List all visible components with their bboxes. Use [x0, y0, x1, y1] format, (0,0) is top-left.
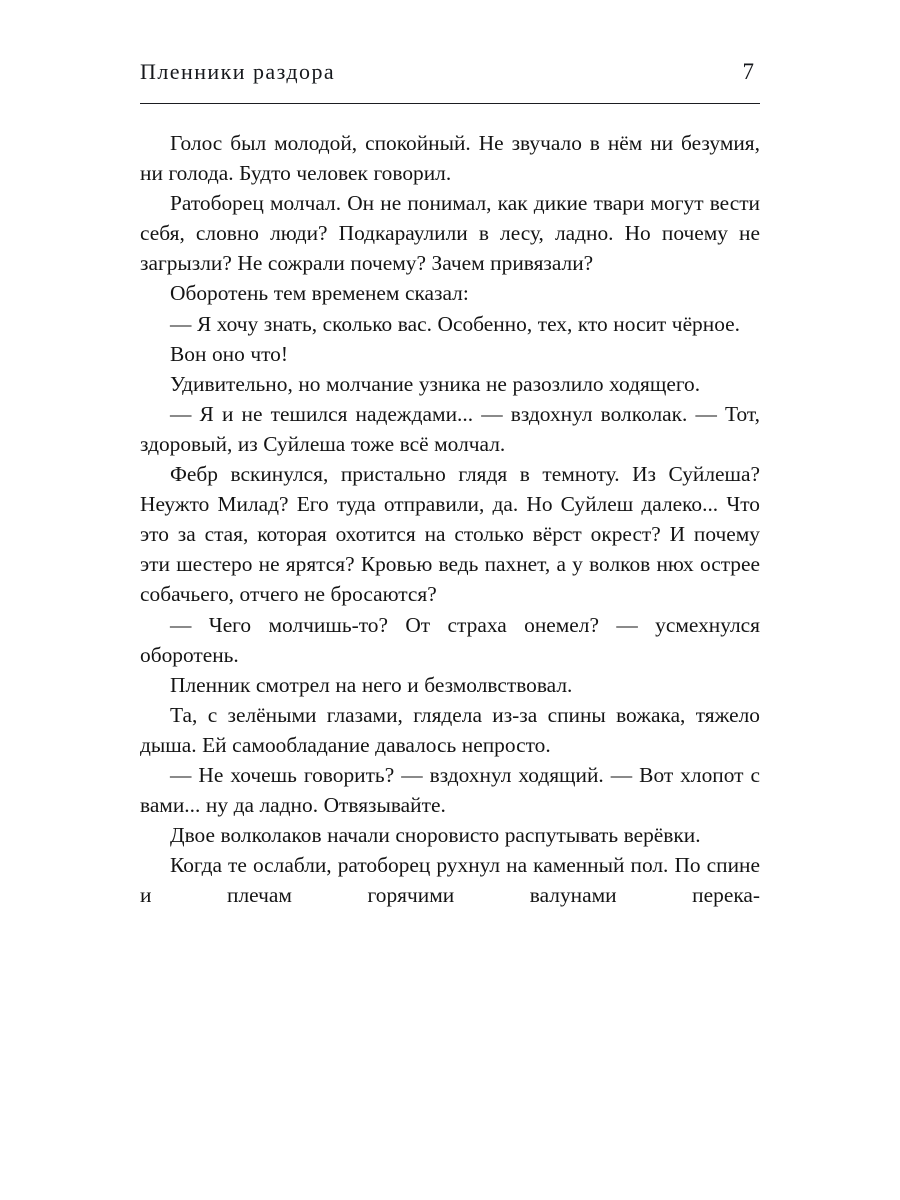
paragraph-dialogue: — Чего молчишь-то? От страха онемел? — усмехнулся оборотень.	[140, 612, 760, 667]
header-divider	[140, 103, 760, 104]
body-text	[140, 128, 760, 910]
page-number: 7	[742, 59, 754, 84]
paragraph: Оборотень тем временем сказал:	[170, 281, 469, 306]
paragraph-continued: Когда те ослабли, ратоборец рухнул на каменный пол. По спине и плечам горячими валунами перека-	[140, 853, 760, 908]
paragraph: Удивительно, но молчание узника не разозлило ходящего.	[170, 371, 701, 396]
paragraph: Вон оно что!	[170, 341, 288, 366]
running-head-title: Пленники раздора	[140, 59, 336, 84]
paragraph: Двое волколаков начали сноровисто распутывать верёвки.	[170, 823, 701, 848]
paragraph-dialogue: — Я и не тешился надеждами... — вздохнул волколак. — Тот, здоровый, из Суйлеша тоже всё молчал.	[140, 401, 760, 456]
paragraph: Голос был молодой, спокойный. Не звучало в нём ни безумия, ни голода. Будто человек говорил.	[140, 131, 760, 186]
paragraph: Ратоборец молчал. Он не понимал, как дикие твари могут вести себя, словно люди? Подкараулили в лесу, ладно. Но почему не загрызли? Не сожрали почему? Зачем привязали?	[140, 191, 760, 276]
paragraph-dialogue: — Не хочешь говорить? — вздохнул ходящий. — Вот хлопот с вами... ну да ладно. Отвязывайте.	[140, 762, 760, 818]
running-head	[140, 58, 760, 104]
paragraph: Фебр вскинулся, пристально глядя в темноту. Из Суйлеша? Неужто Милад? Его туда отправили, да. Но Суйлеш далеко... Что это за стая, которая охотится на столько вёрст окрест? И почему эти шестеро не ярятся? Кровью ведь пахнет, а у волков нюх острее собачьего, отчего не бросаются?	[140, 462, 760, 607]
paragraph-dialogue: — Я хочу знать, сколько вас. Особенно, тех, кто носит чёрное.	[170, 311, 740, 336]
paragraph: Пленник смотрел на него и безмолвствовал.	[170, 672, 573, 697]
paragraph: Та, с зелёными глазами, глядела из-за спины вожака, тяжело дыша. Ей самообладание давалось непросто.	[140, 702, 760, 757]
